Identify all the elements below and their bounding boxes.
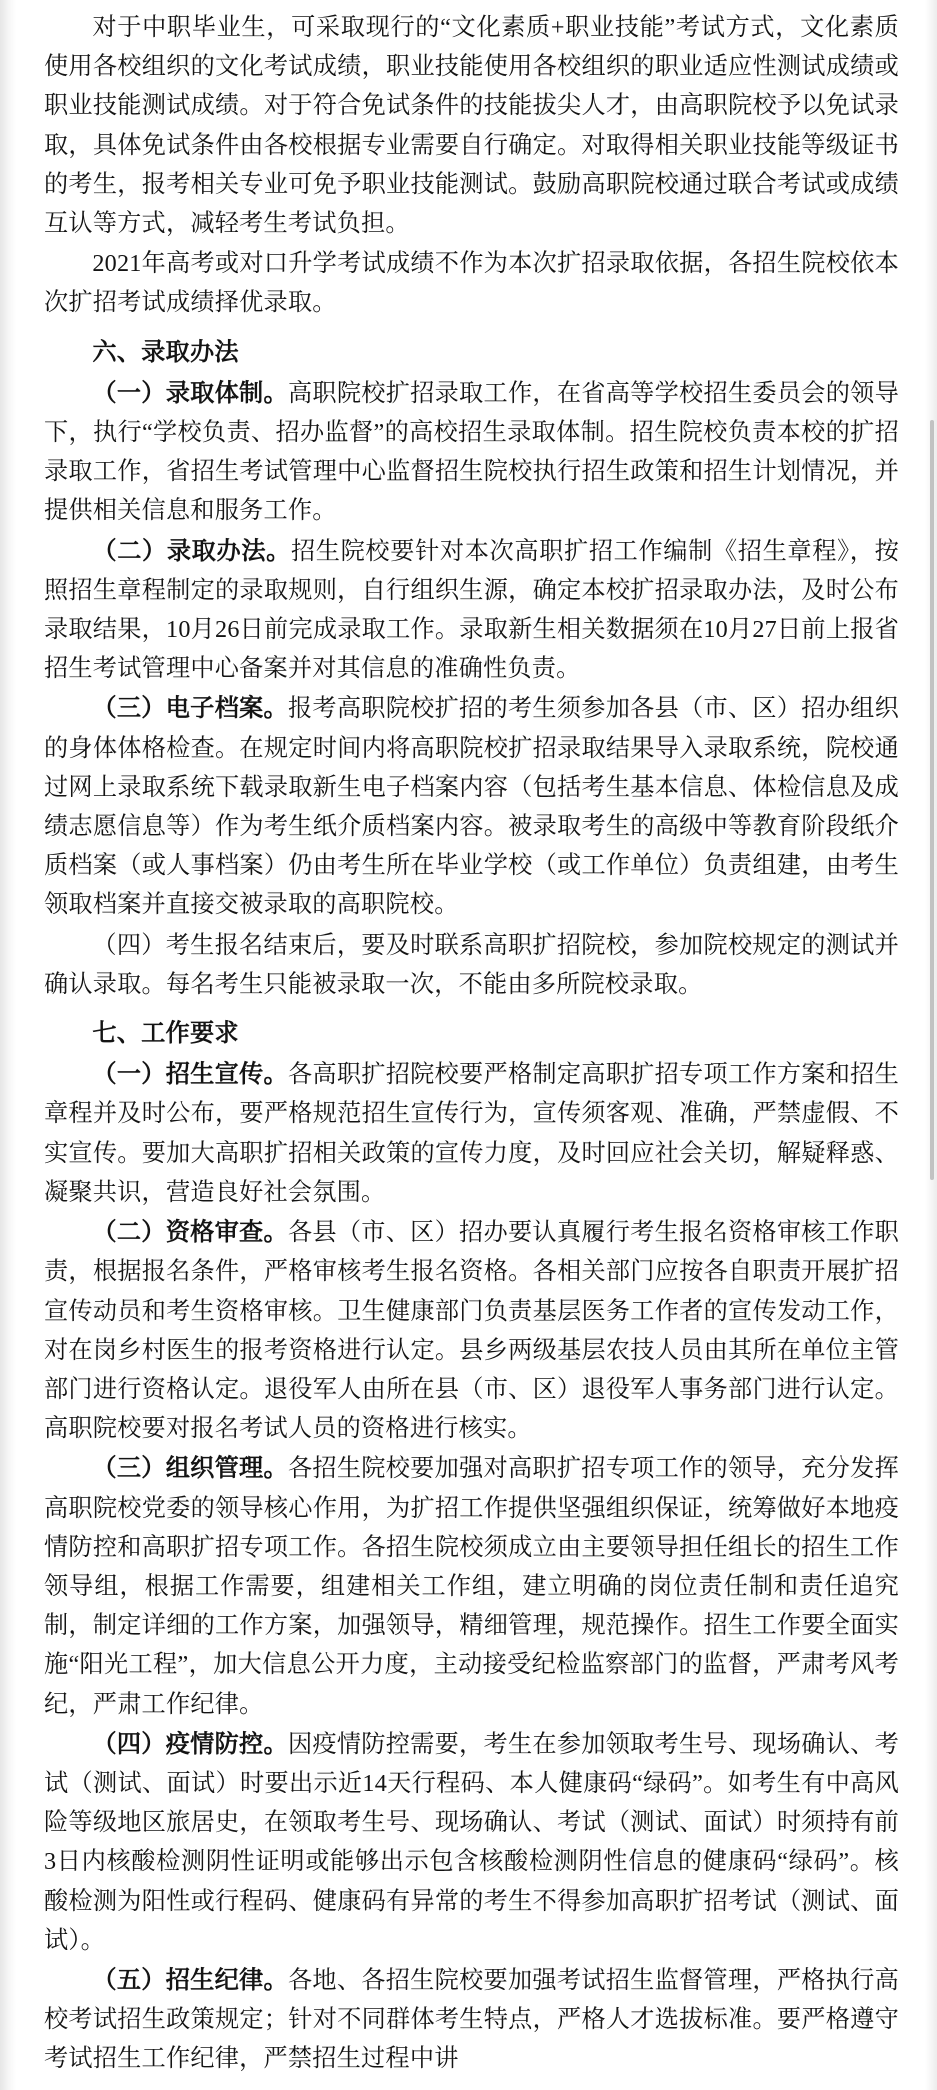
section-heading-seven: 七、工作要求 xyxy=(92,1020,239,1048)
paragraph-lead-publicity: （一）招生宣传。 xyxy=(92,1061,288,1089)
paragraph-organization-management xyxy=(44,1449,899,1723)
paragraph-lead-qualification-review: （二）资格审查。 xyxy=(92,1219,288,1247)
paragraph-body-publicity: 各高职扩招院校要严格制定高职扩招专项工作方案和招生章程并及时公布，要严格规范招生宣传行为，宣传须客观、准确，严禁虚假、不实宣传。要加大高职扩招相关政策的宣传力度，及时回应社会关切，解疑释惑、凝聚共识，营造良好社会氛围。 xyxy=(44,1061,899,1206)
paragraph-lead-admission-discipline: （五）招生纪律。 xyxy=(92,1966,288,1994)
vertical-scrollbar[interactable] xyxy=(930,420,934,1180)
paragraph-body-organization-management: 各招生院校要加强对高职扩招专项工作的领导，充分发挥高职院校党委的领导核心作用，为扩招工作提供坚强组织保证，统筹做好本地疫情防控和高职扩招专项工作。各招生院校须成立由主要领导担任组长的招生工作领导组，根据工作需要，组建相关工作组，建立明确的岗位责任制和责任追究制，制定详细的工作方案，加强领导，精细管理，规范操作。招生工作要全面实施“阳光工程”，加大信息公开力度，主动接受纪检监察部门的监督，严肃考风考纪，严肃工作纪律。 xyxy=(44,1455,899,1718)
paragraph-lead-electronic-archive: （三）电子档案。 xyxy=(92,695,288,723)
paragraph-admission-method xyxy=(44,532,899,689)
paragraph-publicity xyxy=(44,1055,899,1212)
paragraph-electronic-archive xyxy=(44,689,899,924)
paragraph-lead-admission-method: （二）录取办法。 xyxy=(92,537,291,565)
paragraph-body-electronic-archive: 报考高职院校扩招的考生须参加各县（市、区）招办组织的身体体格检查。在规定时间内将高职院校扩招录取结果导入录取系统，院校通过网上录取系统下载录取新生电子档案内容（包括考生基本信息、体检信息及成绩志愿信息等）作为考生纸介质档案内容。被录取考生的高级中等教育阶段纸介质档案（或人事档案）仍由考生所在毕业学校（或工作单位）负责组建，由考生领取档案并直接交被录取的高职院校。 xyxy=(44,695,899,919)
paragraph-body-qualification-review: 各县（市、区）招办要认真履行考生报名资格审核工作职责，根据报名条件，严格审核考生报名资格。各相关部门应按各自职责开展扩招宣传动员和考生资格审核。卫生健康部门负责基层医务工作者的宣传发动工作，对在岗乡村医生的报考资格进行认定。县乡两级基层农技人员由其所在单位主管部门进行资格认定。退役军人由所在县（市、区）退役军人事务部门进行认定。高职院校要对报名考试人员的资格进行核实。 xyxy=(44,1219,899,1443)
paragraph-2021-exam-scores: 2021年高考或对口升学考试成绩不作为本次扩招录取依据，各招生院校依本次扩招考试成绩择优录取。 xyxy=(44,250,899,317)
paragraph-vocational-graduates: 对于中职毕业生，可采取现行的“文化素质+职业技能”考试方式，文化素质使用各校组织的文化考试成绩，职业技能使用各校组织的职业适应性测试成绩或职业技能测试成绩。对于符合免试条件的技能拔尖人才，由高职院校予以免试录取，具体免试条件由各校根据专业需要自行确定。对取得相关职业技能等级证书的考生，报考相关专业可免予职业技能测试。鼓励高职院校通过联合考试或成绩互认等方式，减轻考生考试负担。 xyxy=(44,14,899,238)
paragraph-lead-admission-system: （一）录取体制。 xyxy=(92,379,288,407)
paragraph-qualification-review xyxy=(44,1213,899,1448)
section-heading-six: 六、录取办法 xyxy=(92,338,239,366)
paragraph-body-admission-discipline: 各地、各招生院校要加强考试招生监督管理，严格执行高校考试招生政策规定；针对不同群体考生特点，严格人才选拔标准。要严格遵守考试招生工作纪律，严禁招生过程中讲 xyxy=(44,1966,899,2073)
paragraph-admission-discipline xyxy=(44,1961,899,2079)
page-left-shadow xyxy=(0,0,16,2090)
paragraph-epidemic-control xyxy=(44,1725,899,1960)
paragraph-body-admission-system: 高职院校扩招录取工作，在省高等学校招生委员会的领导下，执行“学校负责、招办监督”的高校招生录取体制。招生院校负责本校的扩招录取工作，省招生考试管理中心监督招生院校执行招生政策和招生计划情况，并提供相关信息和服务工作。 xyxy=(44,379,899,525)
paragraph-admission-system xyxy=(44,374,899,531)
paragraph-lead-organization-management: （三）组织管理。 xyxy=(92,1455,288,1483)
paragraph-after-registration: （四）考生报名结束后，要及时联系高职扩招院校，参加院校规定的测试并确认录取。每名考生只能被录取一次，不能由多所院校录取。 xyxy=(44,931,899,998)
paragraph-body-admission-method: 招生院校要针对本次高职扩招工作编制《招生章程》，按照招生章程制定的录取规则，自行组织生源，确定本校扩招录取办法，及时公布录取结果，10月26日前完成录取工作。录取新生相关数据须在10月27日前上报省招生考试管理中心备案并对其信息的准确性负责。 xyxy=(44,537,899,683)
paragraph-lead-epidemic-control: （四）疫情防控。 xyxy=(92,1730,288,1758)
paragraph-body-epidemic-control: 因疫情防控需要，考生在参加领取考生号、现场确认、考试（测试、面试）时要出示近14天行程码、本人健康码“绿码”。如考生有中高风险等级地区旅居史，在领取考生号、现场确认、考试（测试、面试）时须持有前3日内核酸检测阴性证明或能够出示包含核酸检测阴性信息的健康码“绿码”。核酸检测为阳性或行程码、健康码有异常的考生不得参加高职扩招考试（测试、面试）。 xyxy=(44,1730,899,1954)
